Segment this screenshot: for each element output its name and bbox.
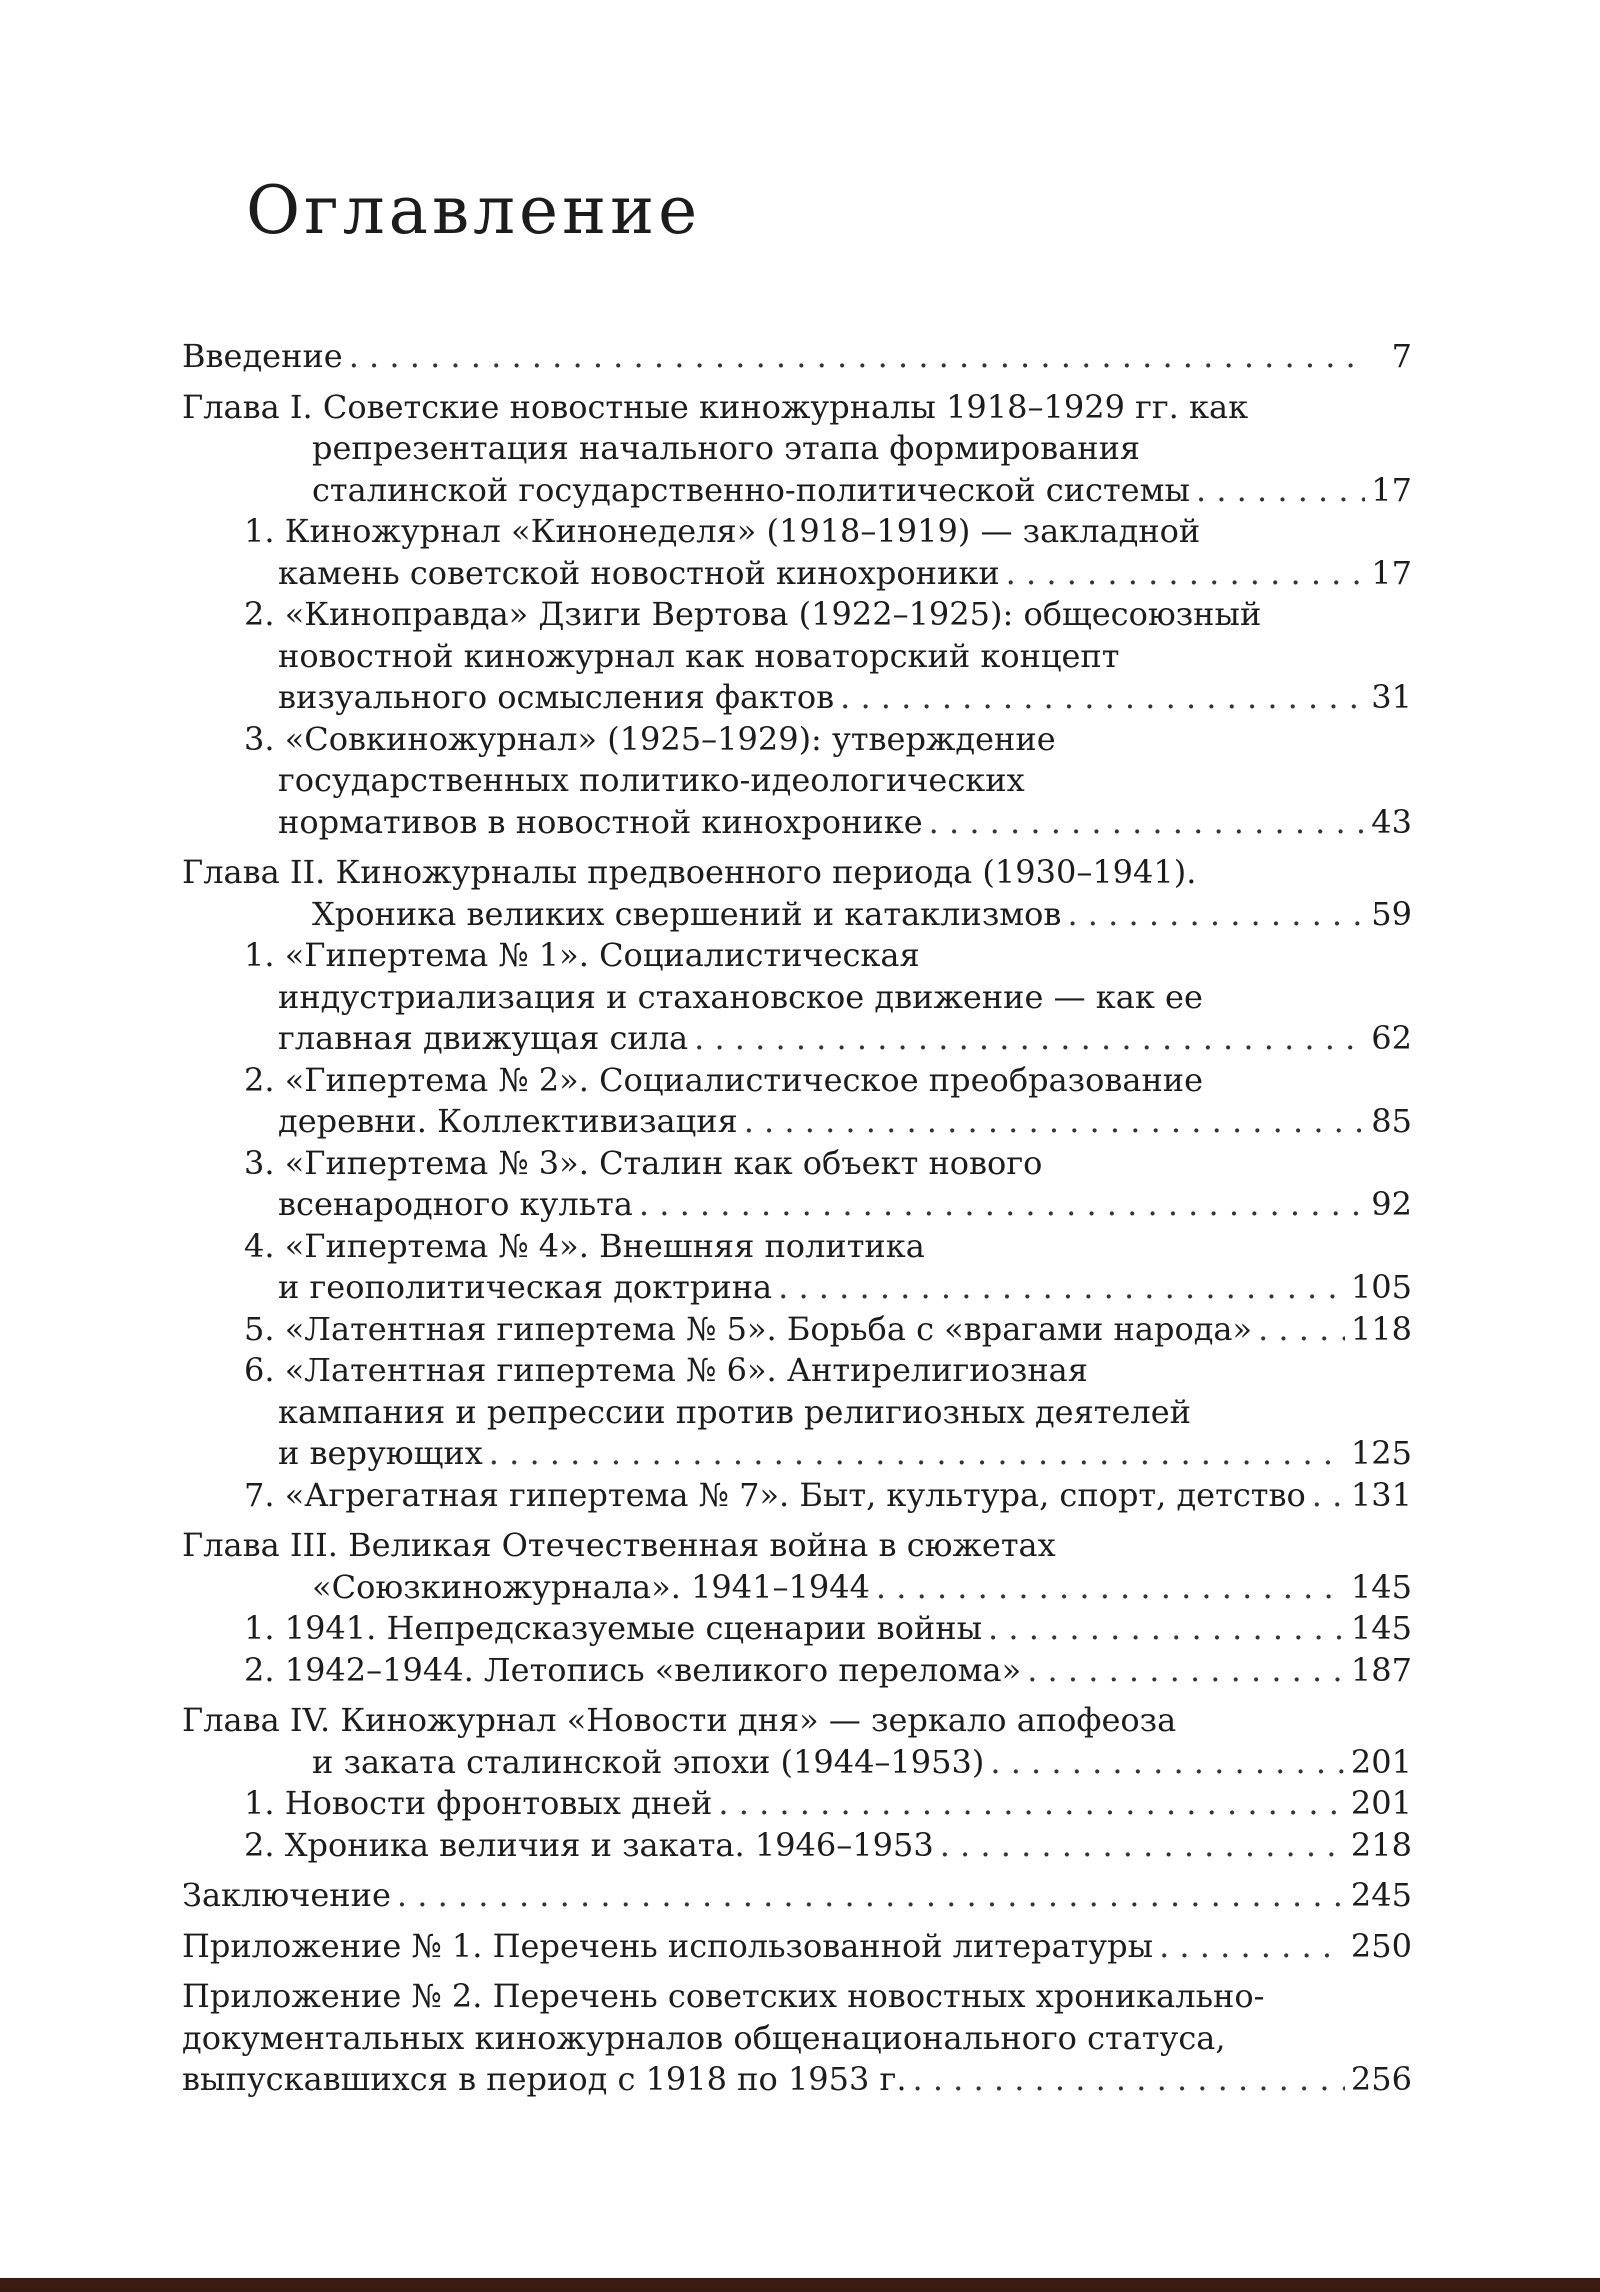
toc-entry-line (182, 1226, 1412, 1268)
toc-entry-line (182, 1060, 1412, 1102)
toc-entry-line (182, 1101, 1412, 1143)
toc-entry-line (182, 852, 1412, 894)
page-number: 218 (1350, 1825, 1412, 1864)
toc-entry-text: Глава II. Киножурналы предвоенного периода (1930–1941). (182, 853, 1197, 891)
toc-entry-text: и заката сталинской эпохи (1944–1953) (312, 1742, 985, 1781)
page-number: 201 (1350, 1784, 1412, 1822)
dot-leader (778, 1267, 1345, 1309)
toc-entry-text: камень советской новостной кинохроники (278, 553, 1000, 592)
toc-entry[interactable] (182, 1976, 1412, 2101)
toc-entry-line (182, 2059, 1412, 2101)
toc-entry[interactable] (182, 511, 1412, 594)
page-number: 145 (1350, 1609, 1412, 1647)
dot-leader (639, 1184, 1365, 1226)
toc-entry-text: 2. 1942–1944. Летопись «великого перелома» (244, 1650, 1022, 1689)
toc-entry-text: Приложение № 2. Перечень советских новостных хроникально- (182, 1977, 1265, 2015)
page-number: 118 (1350, 1309, 1412, 1348)
toc-entry-text: и геополитическая доктрина (278, 1268, 773, 1306)
toc-entry-text: деревни. Коллективизация (278, 1102, 738, 1140)
toc-entry-line (182, 636, 1412, 678)
toc-entry-text: Приложение № 1. Перечень использованной литературы (182, 1926, 1154, 1965)
toc-entry-text: визуального осмысления фактов (278, 678, 835, 716)
dot-leader (929, 802, 1366, 844)
dot-leader (912, 2059, 1344, 2101)
toc-entry-line (182, 1742, 1412, 1784)
toc-entry-text: всенародного культа (278, 1185, 633, 1223)
toc-entry-text: 1. 1941. Непредсказуемые сценарии войны (244, 1609, 983, 1647)
toc-entry[interactable] (182, 935, 1412, 1060)
toc-entry[interactable] (182, 1783, 1412, 1825)
toc-entry-text: 1. Киножурнал «Кинонеделя» (1918–1919) — закладной (244, 512, 1201, 550)
toc-entry-text: главная движущая сила (278, 1019, 689, 1057)
toc-entry-line (182, 428, 1412, 470)
toc-entry-line (182, 594, 1412, 636)
dot-leader (744, 1101, 1366, 1143)
toc-entry[interactable] (182, 336, 1412, 378)
toc-entry-text: Глава I. Советские новостные киножурналы 1918–1929 гг. как (182, 387, 1249, 426)
toc-entry[interactable] (182, 1309, 1412, 1351)
toc-entry-line (182, 1926, 1412, 1968)
page-number: 201 (1350, 1742, 1412, 1781)
toc-entry[interactable] (182, 1475, 1412, 1517)
toc-entry-line (182, 1875, 1412, 1917)
page-number: 245 (1350, 1876, 1412, 1914)
dot-leader (1027, 1650, 1345, 1692)
toc-entry[interactable] (182, 1060, 1412, 1143)
toc-entry-line (182, 1976, 1412, 2018)
page-number: 62 (1371, 1019, 1412, 1057)
dot-leader (990, 1742, 1345, 1784)
dot-leader (1312, 1475, 1345, 1517)
page-number: 31 (1371, 678, 1412, 716)
toc-entry-line (182, 553, 1412, 595)
toc-entry-line (182, 677, 1412, 719)
toc-entry-line (182, 894, 1412, 936)
toc-entry-line (182, 1267, 1412, 1309)
page-title: Оглавление (246, 172, 702, 249)
table-of-contents (182, 336, 1412, 2101)
page-number: 145 (1350, 1567, 1412, 1606)
toc-entry[interactable] (182, 1825, 1412, 1867)
toc-entry-text: 5. «Латентная гипертема № 5». Борьба с «врагами народа» (244, 1309, 1253, 1348)
toc-entry-text: 2. Хроника величия и заката. 1946–1953 (244, 1825, 934, 1864)
toc-entry[interactable] (182, 1700, 1412, 1783)
page-number: 256 (1350, 2060, 1412, 2098)
dot-leader (840, 677, 1365, 719)
toc-entry-line (182, 1309, 1412, 1351)
dot-leader (1067, 894, 1365, 936)
toc-entry[interactable] (182, 1926, 1412, 1968)
toc-entry-text: индустриализация и стахановское движение — как ее (278, 977, 1203, 1016)
toc-entry[interactable] (182, 1143, 1412, 1226)
toc-entry-line (182, 977, 1412, 1019)
toc-entry[interactable] (182, 852, 1412, 935)
toc-entry[interactable] (182, 1608, 1412, 1650)
toc-entry-line (182, 387, 1412, 429)
toc-entry[interactable] (182, 1226, 1412, 1309)
toc-entry-line (182, 1608, 1412, 1650)
toc-entry-line (182, 719, 1412, 761)
page-number: 43 (1371, 802, 1412, 841)
toc-entry-text: Глава IV. Киножурнал «Новости дня» — зеркало апофеоза (182, 1701, 1177, 1739)
toc-entry-text: «Союзкиножурнала». 1941–1944 (312, 1567, 870, 1606)
dot-leader (1196, 470, 1365, 512)
toc-entry-text: государственных политико-идеологических (278, 761, 1025, 799)
toc-entry-line (182, 1525, 1412, 1567)
page-number: 187 (1350, 1650, 1412, 1689)
dot-leader (694, 1018, 1365, 1060)
toc-entry-line (182, 470, 1412, 512)
toc-entry-line (182, 2018, 1412, 2060)
toc-entry[interactable] (182, 387, 1412, 512)
toc-entry-line (182, 1783, 1412, 1825)
toc-entry-text: 1. «Гипертема № 1». Социалистическая (244, 936, 920, 974)
dot-leader (1006, 553, 1366, 595)
toc-entry[interactable] (182, 594, 1412, 719)
dot-leader (397, 1875, 1345, 1917)
dot-leader (940, 1825, 1345, 1867)
toc-entry-text: Введение (182, 337, 343, 375)
toc-entry-text: 1. Новости фронтовых дней (244, 1784, 713, 1822)
toc-entry-line (182, 802, 1412, 844)
toc-entry-text: Заключение (182, 1876, 391, 1914)
toc-entry-text: 2. «Гипертема № 2». Социалистическое преобразование (244, 1060, 1204, 1099)
toc-entry[interactable] (182, 1875, 1412, 1917)
toc-entry-line (182, 336, 1412, 378)
toc-entry-line (182, 1700, 1412, 1742)
dot-leader (876, 1567, 1345, 1609)
dot-leader (489, 1433, 1345, 1475)
toc-entry-text: 4. «Гипертема № 4». Внешняя политика (244, 1226, 925, 1265)
page-number: 17 (1371, 470, 1412, 509)
toc-entry-line (182, 1650, 1412, 1692)
page-number: 125 (1350, 1434, 1412, 1472)
page-number: 7 (1391, 337, 1412, 375)
toc-entry-text: сталинской государственно-политической системы (312, 470, 1190, 509)
toc-entry-line (182, 1567, 1412, 1609)
page-number: 17 (1371, 553, 1412, 592)
toc-entry-line (182, 1350, 1412, 1392)
toc-entry[interactable] (182, 1350, 1412, 1475)
toc-entry-text: документальных киножурналов общенационального статуса, (182, 2018, 1226, 2057)
page-number: 105 (1350, 1268, 1412, 1306)
toc-entry-line (182, 1184, 1412, 1226)
toc-entry-line (182, 1392, 1412, 1434)
toc-entry-text: Глава III. Великая Отечественная война в сюжетах (182, 1526, 1056, 1564)
dot-leader (1159, 1926, 1345, 1968)
dot-leader (718, 1783, 1345, 1825)
toc-entry-line (182, 935, 1412, 977)
toc-entry-text: новостной киножурнал как новаторский концепт (278, 636, 1120, 675)
toc-entry[interactable] (182, 1650, 1412, 1692)
dot-leader (349, 336, 1366, 378)
toc-entry-text: 3. «Гипертема № 3». Сталин как объект нового (244, 1143, 1043, 1182)
toc-entry[interactable] (182, 719, 1412, 844)
toc-entry-text: кампания и репрессии против религиозных деятелей (278, 1392, 1191, 1431)
page-number: 85 (1371, 1102, 1412, 1140)
bottom-edge-bar (0, 2278, 1600, 2292)
toc-entry-line (182, 1018, 1412, 1060)
toc-entry[interactable] (182, 1525, 1412, 1608)
toc-entry-line (182, 760, 1412, 802)
toc-entry-text: репрезентация начального этапа формирования (312, 429, 1141, 467)
toc-entry-text: Хроника великих свершений и катаклизмов (312, 894, 1062, 933)
toc-entry-text: нормативов в новостной кинохронике (278, 802, 923, 841)
toc-entry-text: и верующих (278, 1434, 483, 1472)
page-number: 250 (1350, 1926, 1412, 1965)
toc-entry-line (182, 511, 1412, 553)
page-number: 131 (1350, 1475, 1412, 1514)
page-number: 92 (1371, 1185, 1412, 1223)
toc-entry-text: 6. «Латентная гипертема № 6». Антирелигиозная (244, 1351, 1088, 1389)
toc-entry-line (182, 1143, 1412, 1185)
dot-leader (988, 1608, 1345, 1650)
dot-leader (1258, 1309, 1345, 1351)
page-number: 59 (1371, 894, 1412, 933)
toc-entry-text: 3. «Совкиножурнал» (1925–1929): утверждение (244, 719, 1056, 758)
toc-entry-line (182, 1825, 1412, 1867)
toc-entry-text: выпускавшихся в период с 1918 по 1953 г. (182, 2060, 907, 2098)
toc-entry-text: 7. «Агрегатная гипертема № 7». Быт, культура, спорт, детство (244, 1475, 1306, 1514)
toc-entry-text: 2. «Киноправда» Дзиги Вертова (1922–1925): общесоюзный (244, 595, 1262, 633)
toc-entry-line (182, 1475, 1412, 1517)
toc-entry-line (182, 1433, 1412, 1475)
